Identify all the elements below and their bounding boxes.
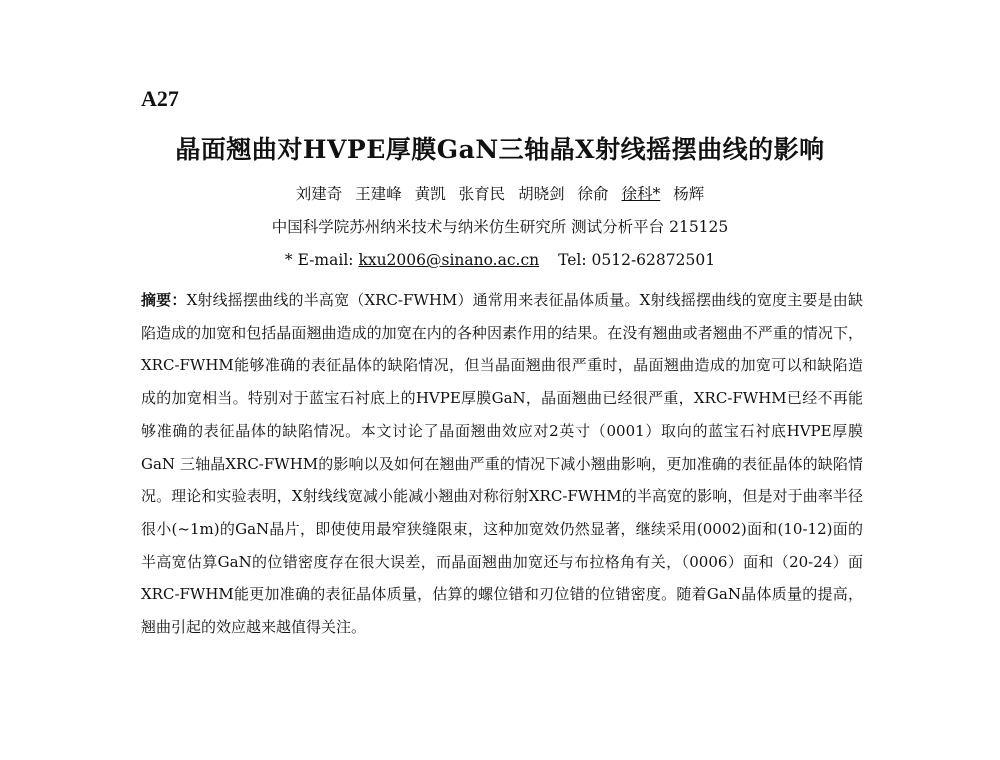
author-name: 杨辉 [673,185,705,203]
author-name: 徐俞 [577,185,609,203]
email-link[interactable]: kxu2006@sinano.ac.cn [358,251,540,269]
author-name: 黄凯 [414,185,446,203]
tel-label: Tel: [558,251,587,269]
author-affiliation: 中国科学院苏州纳米技术与纳米仿生研究所 测试分析平台 215125 [271,218,729,236]
corresponding-author-name: 徐科* [621,185,661,203]
contact-line [0,251,1000,269]
author-name: 刘建奇 [295,185,343,203]
tel-number: 0512-62872501 [591,251,716,269]
author-list [0,182,1000,204]
abstract-text: X射线摇摆曲线的半高宽（XRC-FWHM）通常用来表征晶体质量。X射线摇摆曲线的宽度主要是由缺陷造成的加宽和包括晶面翘曲造成的加宽在内的各种因素作用的结果。在没有翘曲或者翘曲不严重的情况下，XRC-FWHM能够准确的表征晶体的缺陷情况，但当晶面翘曲很严重时，晶面翘曲造成的加宽可以和缺陷造成的加宽相当。特别对于蓝宝石衬底上的HVPE厚膜GaN，晶面翘曲已经很严重，XRC-FWHM已经不再能够准确的表征晶体的缺陷情况。本文讨论了晶面翘曲效应对2英寸（0001）取向的蓝宝石衬底HVPE厚膜GaN 三轴晶XRC-FWHM的影响以及如何在翘曲严重的情况下减小翘曲影响，更加准确的表征晶体的缺陷情况。理论和实验表明，X射线线宽减小能减小翘曲对称衍射XRC-FWHM的半高宽的影响，但是对于曲率半径很小(~1m)的GaN晶片，即使使用最窄狭缝限束，这种加宽效仍然显著，继续采用(0002)面和(10-12)面的半高宽估算GaN的位错密度存在很大误差，而晶面翘曲加宽还与布拉格角有关，（0006）面和（20-24）面XRC-FWHM能更加准确的表征晶体质量，估算的螺位错和刃位错的位错密度。随着GaN晶体质量的提高，翘曲引起的效应越来越值得关注。 [141,291,863,637]
author-name: 张育民 [458,185,506,203]
abstract-label: 摘要： [141,291,187,309]
paper-title: 晶面翘曲对HVPE厚膜GaN三轴晶X射线摇摆曲线的影响 [175,135,825,164]
author-name: 胡晓剑 [518,185,565,203]
author-name: 王建峰 [355,185,402,203]
paper-code: A27 [141,86,179,111]
abstract-paragraph [141,284,863,644]
email-label: * E-mail: [284,251,354,269]
